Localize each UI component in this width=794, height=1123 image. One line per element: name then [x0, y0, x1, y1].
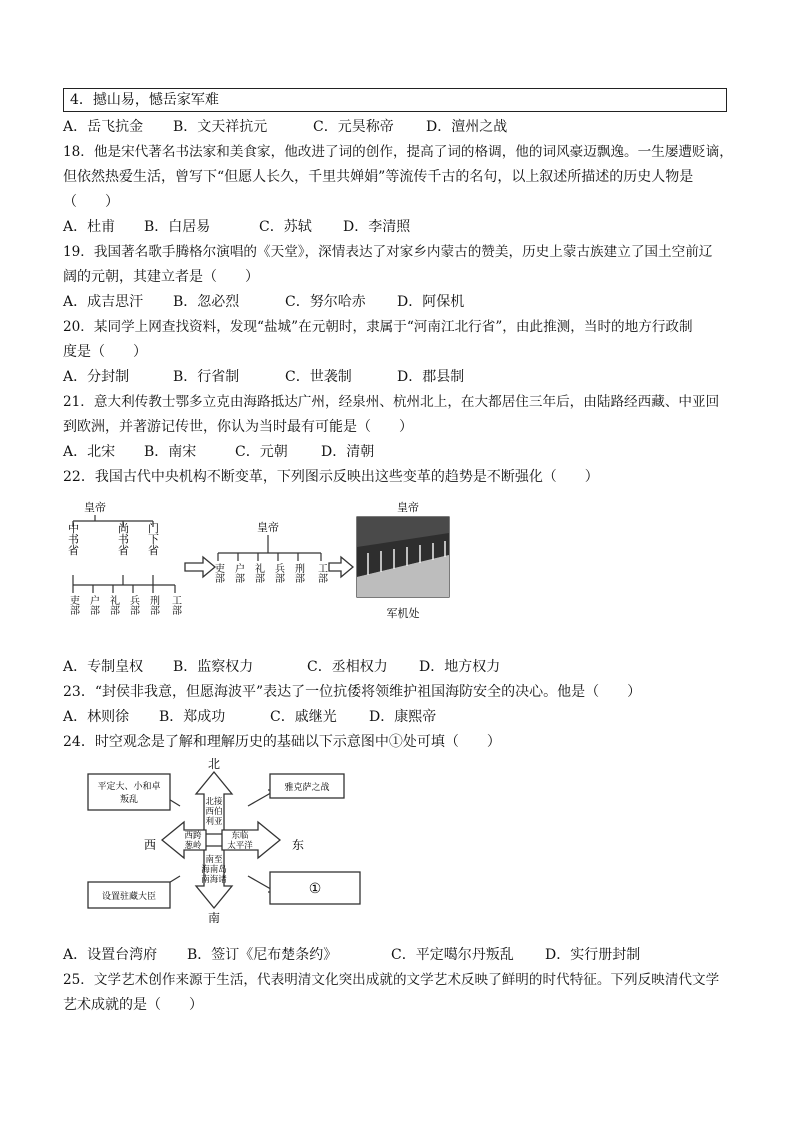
q21-option-d[interactable]: D．清朝 [321, 444, 375, 460]
q19-option-d[interactable]: D．阿保机 [397, 294, 465, 310]
fig22-libu2-2: 礼部 [252, 563, 264, 583]
fig24-west: 西 [143, 838, 157, 852]
fig22-emperor-3: 皇帝 [397, 501, 419, 514]
q19-text-line-1: 19．我国著名歌手腾格尔演唱的《天堂》，深情表达了对家乡内蒙古的赞美，历史上蒙古族建立了国土空前辽 [63, 244, 713, 260]
fig24-south: 南 [207, 911, 221, 925]
fig24-arrow-n-3: 利亚 [205, 817, 223, 827]
box-sw-text: 设置驻藏大臣 [101, 892, 157, 902]
fig22-liubu-middle [213, 562, 328, 584]
box-nw-line-1: 平定大、小和卓 [97, 782, 161, 792]
q18-text-line-2: 但依然热爱生活，曾写下“但愿人长久，千里共婵娟”等流传千古的名句，以上叙述所描述的历史人物是 [63, 169, 694, 185]
q19-text-line-2: 阔的元朝，其建立者是（ ） [63, 269, 259, 285]
q23-option-d[interactable]: D．康熙帝 [369, 709, 437, 725]
fig22-libu2-1: 礼部 [107, 595, 119, 615]
fig22-emperor-1: 皇帝 [84, 501, 106, 514]
q22-option-c[interactable]: C．丞相权力 [307, 659, 388, 675]
q21-option-a[interactable]: A．北宋 [63, 444, 116, 460]
q24-option-b[interactable]: B．签订《尼布楚条约》 [187, 947, 338, 963]
fig22-gongbu-1: 工部 [169, 595, 181, 615]
fig22-shangshu: 尚书省 [116, 522, 130, 556]
q18-option-a[interactable]: A．杜甫 [63, 219, 116, 235]
fig22-bingbu-2: 兵部 [272, 563, 284, 583]
q25-text-line-1: 25．文学艺术创作来源于生活，代表明清文化突出成就的文学艺术反映了鲜明的时代特征。下列反映清代文学 [63, 972, 720, 988]
fig22-hubu-1: 户部 [87, 595, 99, 615]
fig22-libu-2: 吏部 [212, 563, 224, 583]
q22-option-a[interactable]: A．专制皇权 [63, 659, 144, 675]
fig22-menxia: 门下省 [146, 522, 160, 556]
q24-text-line-1: 24．时空观念是了解和理解历史的基础以下示意图中①处可填（ ） [63, 734, 501, 750]
q23-option-a[interactable]: A．林则徐 [63, 709, 130, 725]
q19-option-a[interactable]: A．成吉思汗 [63, 294, 144, 310]
fig22-zhongshu: 中书省 [66, 522, 80, 556]
q17-option-c[interactable]: C．元昊称帝 [313, 119, 394, 135]
q24-option-c[interactable]: C．平定噶尔丹叛乱 [391, 947, 514, 963]
q18-option-c[interactable]: C．苏轼 [259, 219, 312, 235]
box-nw-line-2: 叛乱 [119, 795, 139, 805]
q21-text-line-2: 到欧洲，并著游记传世，你认为当时最有可能是（ ） [63, 419, 413, 435]
q19-option-c[interactable]: C．努尔哈赤 [285, 294, 366, 310]
fig22-xingbu-1: 刑部 [147, 595, 159, 615]
q18-text-line-1: 18．他是宋代著名书法家和美食家，他改进了词的创作，提高了词的格调，他的词风豪迈飘逸。一生屡遭贬谪， [63, 144, 733, 160]
fig22-hubu-2: 户部 [232, 563, 244, 583]
q18-option-d[interactable]: D．李清照 [343, 219, 411, 235]
quote-box: 4．撼山易，憾岳家军难 [63, 88, 727, 112]
fig24-arrow-n-2: 西伯 [205, 807, 223, 817]
fig24-arrow-s-3: 南海诸 [201, 875, 227, 885]
q25-text-line-2: 艺术成就的是（ ） [63, 997, 203, 1013]
q21-option-b[interactable]: B．南宋 [144, 444, 197, 460]
q24-option-a[interactable]: A．设置台湾府 [63, 947, 158, 963]
q23-option-b[interactable]: B．郑成功 [159, 709, 226, 725]
q17-option-a[interactable]: A．岳飞抗金 [63, 119, 144, 135]
fig24-arrow-w-1: 西跨 [184, 831, 202, 841]
q20-text-line-1: 20．某同学上网查找资料，发现“盐城”在元朝时，隶属于“河南江北行省”，由此推测，当时的地方行政制 [63, 319, 693, 335]
q17-option-b[interactable]: B．文天祥抗元 [173, 119, 268, 135]
fig24-north: 北 [207, 757, 221, 771]
q23-option-c[interactable]: C．戚继光 [270, 709, 337, 725]
fig22-gongbu-2: 工部 [315, 563, 327, 583]
q18-option-b[interactable]: B．白居易 [144, 219, 211, 235]
fig22-arrow-2 [329, 557, 353, 577]
q20-text-line-2: 度是（ ） [63, 344, 147, 360]
fig24-arrow-s-1: 南至 [205, 855, 223, 865]
fig22-libu-1: 吏部 [67, 595, 79, 615]
fig24-arrow-e-1: 东临 [231, 831, 249, 841]
fig22-xingbu-2: 刑部 [292, 563, 304, 583]
q18-text-line-3: （ ） [63, 194, 119, 210]
q23-text-line-1: 23．“封侯非我意，但愿海波平”表达了一位抗倭将领维护祖国海防安全的决心。他是（ ） [63, 684, 642, 700]
territory-diagram [80, 754, 380, 926]
q20-option-d[interactable]: D．郡县制 [397, 369, 465, 385]
fig22-arrow-1 [185, 557, 215, 577]
fig24-arrow-w-2: 葱岭 [184, 841, 202, 851]
fig22-liubu-left [68, 594, 182, 616]
fig24-east: 东 [291, 838, 305, 852]
q21-option-c[interactable]: C．元朝 [235, 444, 288, 460]
q20-option-b[interactable]: B．行省制 [173, 369, 240, 385]
q21-text-line-1: 21．意大利传教士鄂多立克由海路抵达广州，经泉州、杭州北上，在大都居住三年后，由陆路经西藏、中亚回 [63, 394, 720, 410]
fig22-junjichu-label: 军机处 [386, 607, 420, 620]
fig24-arrow-s-2: 海南岛 [201, 865, 227, 875]
fig22-bingbu-1: 兵部 [127, 595, 139, 615]
q22-option-b[interactable]: B．监察权力 [173, 659, 254, 675]
box-se-blank-marker: ① [308, 881, 322, 897]
box-ne-text: 雅克萨之战 [284, 783, 330, 793]
q19-option-b[interactable]: B．忽必烈 [173, 294, 240, 310]
q22-text-line-1: 22．我国古代中央机构不断变革，下列图示反映出这些变革的趋势是不断强化（ ） [63, 469, 599, 485]
fig24-arrow-n-1: 北接 [205, 797, 223, 807]
q22-option-d[interactable]: D．地方权力 [419, 659, 501, 675]
fig22-emperor-2: 皇帝 [257, 521, 279, 534]
fig22-sansheng [67, 521, 160, 555]
fig24-arrow-e-2: 太平洋 [227, 841, 253, 851]
q20-option-a[interactable]: A．分封制 [63, 369, 130, 385]
central-government-evolution-figure [63, 493, 473, 645]
q17-option-d[interactable]: D．澶州之战 [426, 119, 508, 135]
q24-option-d[interactable]: D．实行册封制 [545, 947, 641, 963]
junjichu-photo [357, 517, 449, 597]
q20-option-c[interactable]: C．世袭制 [285, 369, 352, 385]
